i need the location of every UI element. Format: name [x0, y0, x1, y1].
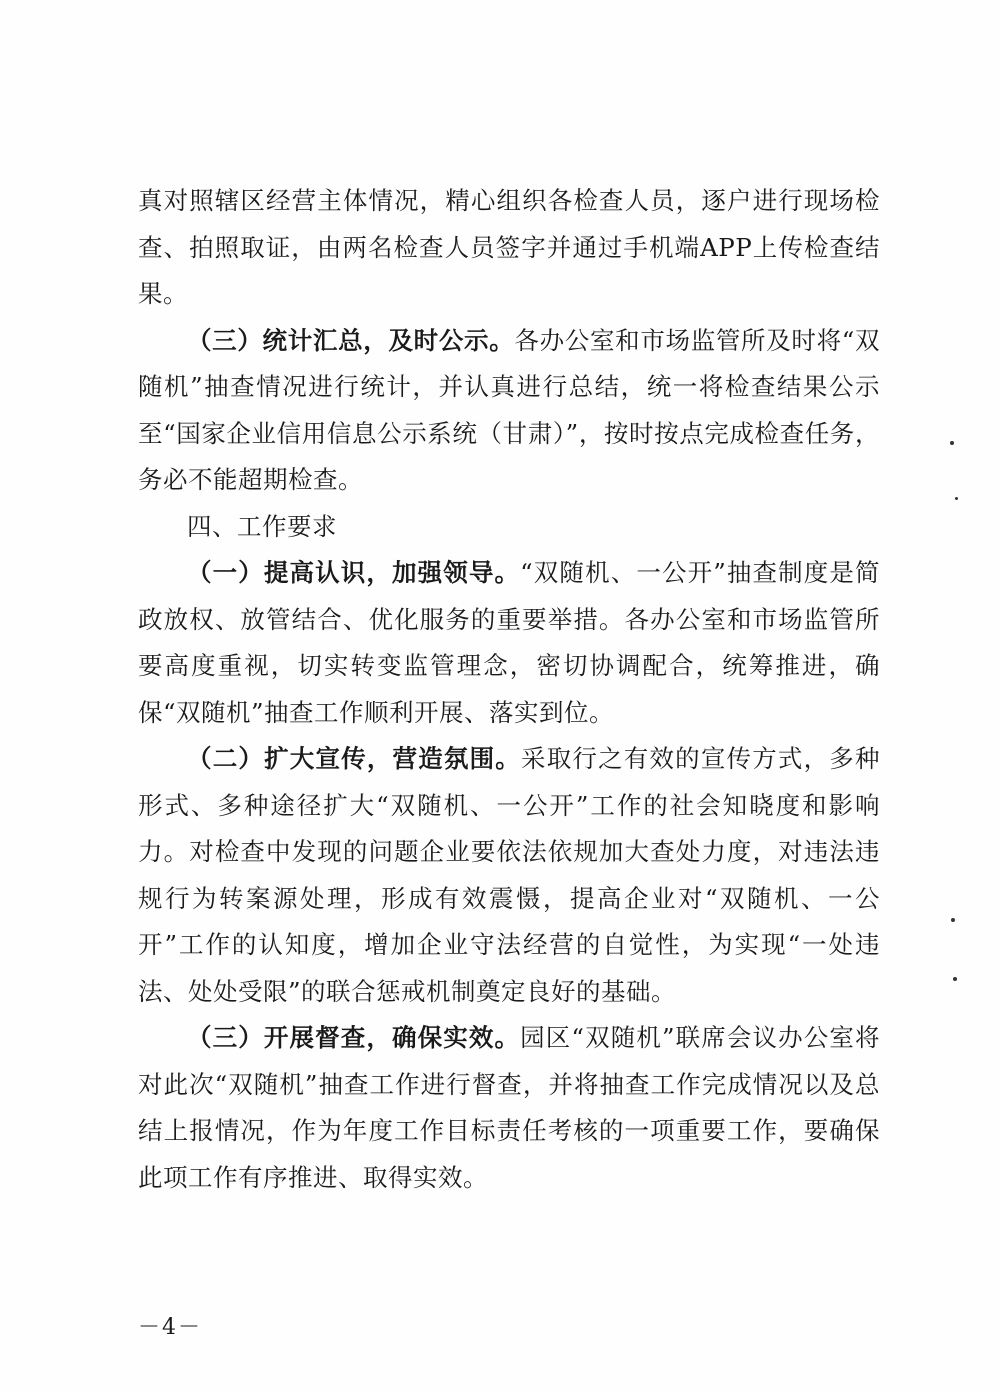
section-title: （三）开展督查，确保实效。 [187, 1023, 521, 1052]
paragraph-continuation [138, 178, 880, 318]
section-title: （三）统计汇总，及时公示。 [187, 325, 515, 355]
paragraph-supervision [138, 1015, 880, 1201]
document-body [138, 178, 880, 1201]
paragraph-leadership [138, 550, 880, 736]
paragraph-text: 真对照辖区经营主体情况，精心组织各检查人员，逐户进行现场检查、拍照取证，由两名检查人员签字并通过手机端APP上传检查结果。 [138, 186, 880, 308]
scan-speck [951, 918, 955, 922]
paragraph-publicity [138, 736, 880, 1015]
scan-speck [953, 977, 957, 981]
paragraph-text: 园区“双随机”联席会议办公室将对此次“双随机”抽查工作进行督查，并将抽查工作完成情况以及总结上报情况，作为年度工作目标责任考核的一项重要工作，要确保此项工作有序推进、取得实效。 [138, 1023, 880, 1192]
paragraph-text: 采取行之有效的宣传方式，多种形式、多种途径扩大“双随机、一公开”工作的社会知晓度和影响力。对检查中发现的问题企业要依法依规加大查处力度，对违法违规行为转案源处理，形成有效震慑，提高企业对“双随机、一公开”工作的认知度，增加企业守法经营的自觉性，为实现“一处违法、处处受限”的联合惩戒机制奠定良好的基础。 [138, 744, 880, 1006]
scan-speck [950, 441, 954, 445]
paragraph-text: 各办公室和市场监管所及时将“双随机”抽查情况进行统计，并认真进行总结，统一将检查结果公示至“国家企业信用信息公示系统（甘肃）”，按时按点完成检查任务，务必不能超期检查。 [138, 325, 881, 494]
paragraph-statistics [138, 318, 880, 504]
paragraph-text: “双随机、一公开”抽查制度是简政放权、放管结合、优化服务的重要举措。各办公室和市场监管所要高度重视，切实转变监管理念，密切协调配合，统筹推进，确保“双随机”抽查工作顺利开展、落实到位。 [138, 558, 880, 727]
section-heading: 四、工作要求 [187, 511, 337, 541]
page-number: －4－ [138, 1315, 202, 1340]
scan-speck [955, 497, 958, 500]
section-title: （二）扩大宣传，营造氛围。 [187, 744, 521, 773]
section-title: （一）提高认识，加强领导。 [187, 558, 521, 587]
